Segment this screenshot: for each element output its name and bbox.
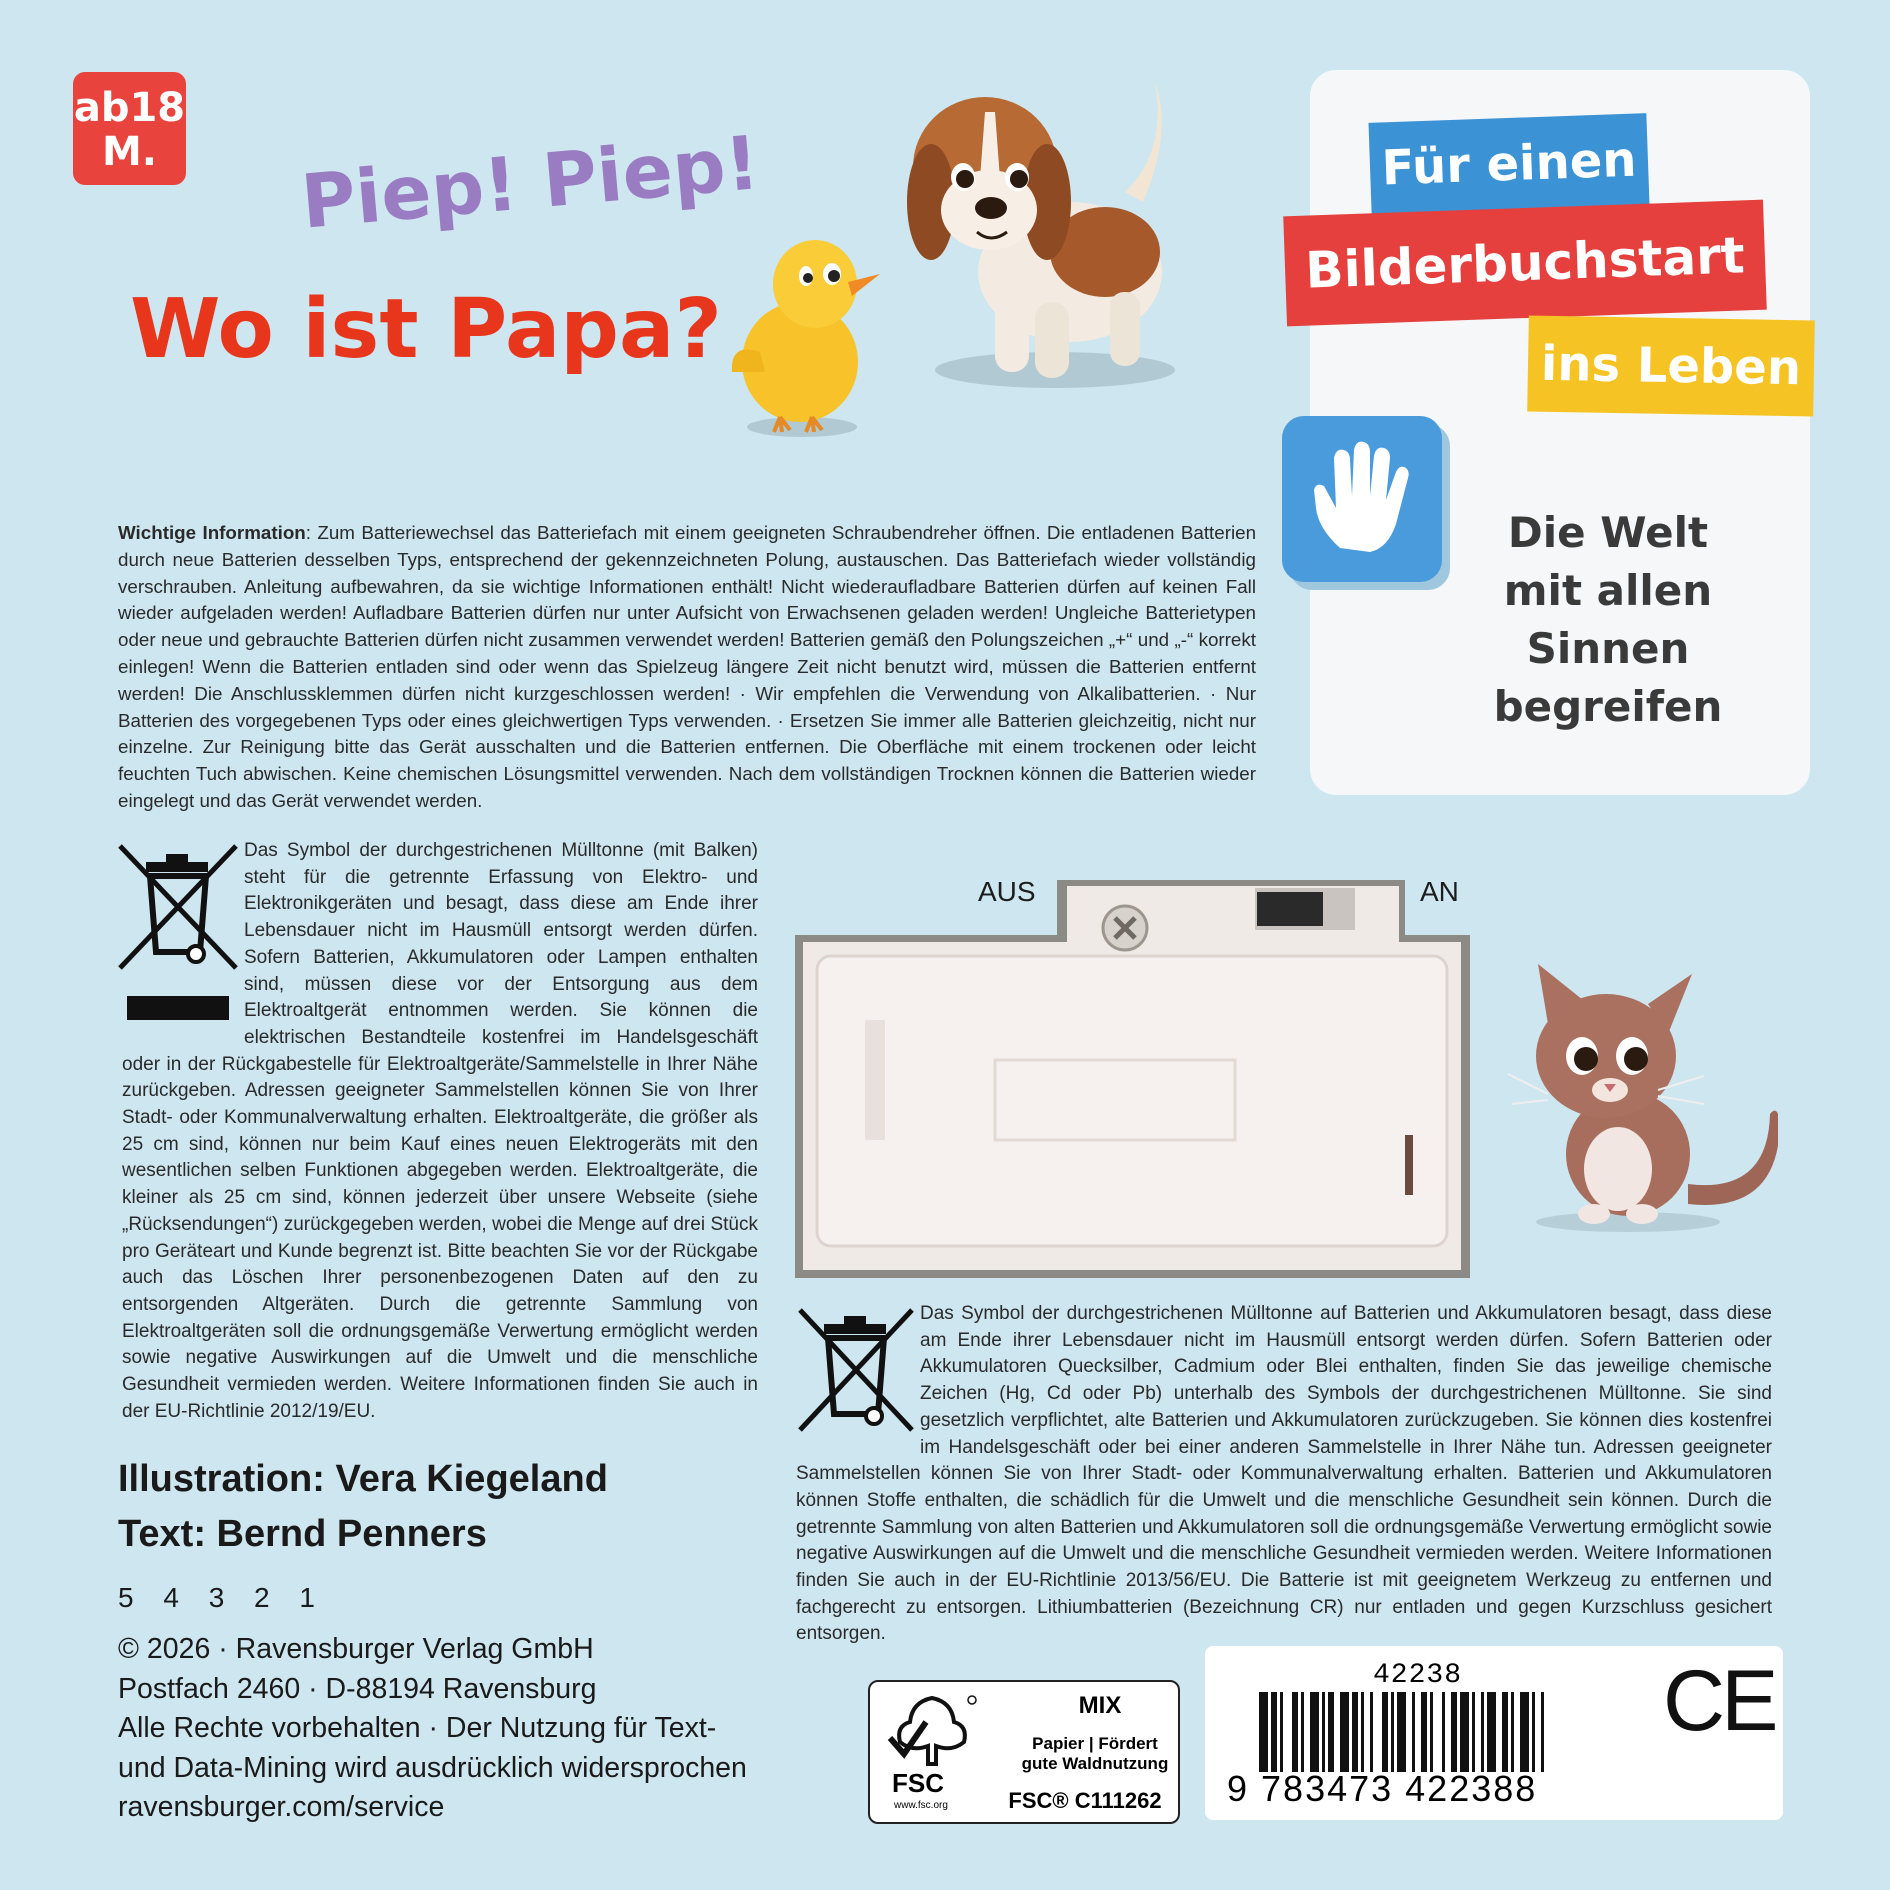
- barcode-bar: [1259, 1692, 1268, 1772]
- credit-text: Text: Bernd Penners: [118, 1513, 487, 1555]
- series-tag-1: Für einen: [1368, 113, 1649, 215]
- ce-mark: CE: [1663, 1653, 1775, 1749]
- fsc-code: FSC® C111262: [1008, 1788, 1162, 1813]
- credit-illustration: Illustration: Vera Kiegeland: [118, 1458, 608, 1500]
- barcode: [1259, 1692, 1619, 1772]
- copyright-line4: und Data-Mining wird ausdrücklich widersprochen: [118, 1751, 747, 1784]
- tagline-line3: Sinnen: [1526, 624, 1690, 673]
- weee-text-body: Das Symbol der durchgestrichenen Mülltonne (mit Balken) steht für die getrennte Erfassung von Elektro- und Elektronikgeräten und besagt, dass diese am Ende ihrer Lebensdauer nicht im Hausmüll entsorgt werden dürfen. Sofern Batterien, Akkumulatoren oder Lampen enthalten sind, müssen diese vor der Entsorgung aus dem Elektroaltgerät entnommen werden. Sie können die elektrischen Bestandteile kostenfrei im Handelsgeschäft oder in der Rückgabestelle für Elektroaltgeräte/Sammelstelle in Ihrer Nähe zurückgeben. Adressen geeigneter Sammelstellen können Sie von Ihrer Stadt- oder Kommunalverwaltung erhalten. Elektroaltgeräte, die größer als 25 cm sind, können nur beim Kauf eines neuen Elektrogeräts mit den wesentlichen selben Funktionen abgegeben werden. Elektroaltgeräte, die kleiner als 25 cm sind, können jederzeit über unsere Webseite (siehe „Rücksendungen“) zurückgegeben werden, wobei die Menge auf drei Stück pro Geräteart und Kunde begrenzt ist. Bitte beachten Sie vor der Rückgabe auch das Löschen Ihrer personenbezogenen Daten auf den zu entsorgenden Altgeräten. Durch die getrennte Sammlung von Elektroaltgeräten soll die ordnungsgemäße Verwertung ermöglicht werden sowie negative Auswirkungen auf die Umwelt und die menschliche Gesundheit vermieden werden. Weitere Informationen finden Sie auch in der EU-Richtlinie 2012/19/EU.: [122, 840, 758, 1422]
- copyright-block: [118, 1630, 747, 1828]
- title-line1: Piep! Piep!: [298, 120, 763, 246]
- weee-text: [122, 838, 758, 1425]
- ean-digits: 9 783473 422388: [1227, 1768, 1538, 1809]
- barcode-bar: [1520, 1692, 1529, 1772]
- barcode-bar: [1322, 1692, 1325, 1772]
- tagline-line1: Die Welt: [1507, 508, 1709, 557]
- barcode-bar: [1397, 1692, 1406, 1772]
- barcode-bar: [1451, 1692, 1457, 1772]
- info-lead: Wichtige Information: [118, 522, 306, 543]
- series-tag-2: Bilderbuchstart: [1283, 200, 1767, 327]
- barcode-bar: [1370, 1692, 1373, 1772]
- age-badge: [73, 72, 186, 185]
- barcode-bar: [1292, 1692, 1298, 1772]
- dog-illustration: [905, 72, 1185, 392]
- switch-on-label: AN: [1420, 876, 1459, 907]
- barcode-bar: [1382, 1692, 1388, 1772]
- barcode-bar: [1271, 1692, 1277, 1772]
- hand-icon: [1310, 438, 1414, 558]
- print-line: 5 4 3 2 1: [118, 1582, 317, 1613]
- battery-disposal-body: Das Symbol der durchgestrichenen Mülltonne auf Batterien und Akkumulatoren besagt, dass diese am Ende ihrer Lebensdauer nicht im Hausmüll entsorgt werden dürfen. Sofern Batterien oder Akkumulatoren Quecksilber, Cadmium oder Blei enthalten, finden Sie das jeweilige chemische Zeichen (Hg, Cd oder Pb) unterhalb des Symbols der durchgestrichenen Mülltonne. Sie sind gesetzlich verpflichtet, alte Batterien und Akkumulatoren zurückzugeben. Sie können dies kostenfrei im Handelsgeschäft oder bei einer anderen Sammelstelle in Ihrer Nähe tun. Adressen geeigneter Sammelstellen können Sie von Ihrer Stadt- oder Kommunalverwaltung erhalten. Batterien und Akkumulatoren können Stoffe enthalten, die schädlich für die Umwelt und die menschliche Gesundheit sein können. Durch die getrennte Sammlung von alten Batterien und Akkumulatoren soll die ordnungsgemäße Verwertung ermöglicht sowie negative Auswirkungen auf die Umwelt und die menschliche Gesundheit vermieden werden. Weitere Informationen finden Sie auch in der EU-Richtlinie 2013/56/EU. Die Batterie ist mit geeignetem Werkzeug zu entfernen und fachgerecht zu entsorgen. Lithiumbatterien (Bezeichnung CR) nur entladen und gegen Kurzschluss gesichert entsorgen.: [796, 1303, 1772, 1645]
- chick-illustration: [720, 222, 890, 442]
- age-badge-line2: M.: [102, 129, 157, 175]
- barcode-bar: [1361, 1692, 1364, 1772]
- copyright-line3: Alle Rechte vorbehalten · Der Nutzung für Text-: [118, 1712, 717, 1745]
- tagline-line2: mit allen: [1503, 566, 1713, 615]
- fsc-label: [868, 1680, 1180, 1824]
- barcode-bar: [1430, 1692, 1433, 1772]
- barcode-bar: [1487, 1692, 1496, 1772]
- barcode-bar: [1481, 1692, 1484, 1772]
- barcode-bar: [1472, 1692, 1475, 1772]
- fsc-mix: MIX: [1078, 1692, 1122, 1719]
- article-number: 42238: [1373, 1660, 1463, 1691]
- fsc-brand: FSC: [892, 1768, 944, 1798]
- barcode-bar: [1310, 1692, 1319, 1772]
- barcode-bar: [1421, 1692, 1427, 1772]
- barcode-bar: [1301, 1692, 1304, 1772]
- cat-illustration: [1508, 964, 1778, 1234]
- title-line2: Wo ist Papa?: [130, 282, 722, 377]
- battery-disposal-text: [796, 1301, 1772, 1648]
- fsc-tree-logo: [882, 1692, 982, 1772]
- barcode-bar: [1511, 1692, 1514, 1772]
- info-body: : Zum Batteriewechsel das Batteriefach mit einem geeigneten Schraubendreher öffnen. Die entladenen Batterien durch neue Batterien desselben Typs, entsprechend der gekennzeichneten Polung, austauschen. Das Batteriefach wieder vollständig verschrauben. Anleitung aufbewahren, da sie wichtige Informationen enthält! Nicht wiederaufladbare Batterien dürfen auf keinen Fall wieder aufgeladen werden! Aufladbare Batterien dürfen nur unter Aufsicht von Erwachsenen geladen werden! Ungleiche Batterietypen oder neue und gebrauchte Batterien dürfen nicht zusammen verwendet werden! Batterien gemäß den Polungszeichen „+“ und „-“ korrekt einlegen! Wenn die Batterien entladen sind oder wenn das Spielzeug längere Zeit nicht benutzt wird, müssen die Batterien entfernt werden! Die Anschlussklemmen dürfen nicht kurzgeschlossen werden! · Wir empfehlen die Verwendung von Alkalibatterien. · Nur Batterien des vorgegebenen Typs oder eines gleichwertigen Typs verwenden. · Ersetzen Sie immer alle Batterien gleichzeitig, nicht nur einzelne. Zur Reinigung bitte das Gerät ausschalten und die Batterien entfernen. Die Oberfläche mit einem trockenen oder leicht feuchten Tuch abwischen. Keine chemischen Lösungsmittel verwenden. Nach dem vollständigen Trocknen können die Batterien wieder eingelegt und das Gerät verwendet werden.: [118, 522, 1257, 811]
- hand-icon-box: [1282, 416, 1442, 582]
- barcode-bar: [1328, 1692, 1334, 1772]
- tagline-line4: begreifen: [1493, 682, 1723, 731]
- barcode-bar: [1442, 1692, 1445, 1772]
- fsc-paper-line1: Papier | Fördert: [1032, 1734, 1158, 1753]
- fsc-url: www.fsc.org: [894, 1800, 948, 1811]
- copyright-line2: Postfach 2460 · D-88194 Ravensburg: [118, 1672, 597, 1705]
- battery-info-text: [118, 520, 1256, 815]
- barcode-bar: [1280, 1692, 1283, 1772]
- barcode-bar: [1460, 1692, 1469, 1772]
- barcode-bar: [1541, 1692, 1544, 1772]
- fsc-paper-line2: gute Waldnutzung: [1021, 1754, 1169, 1773]
- barcode-bar: [1502, 1692, 1508, 1772]
- barcode-bar: [1532, 1692, 1535, 1772]
- barcode-bar: [1412, 1692, 1415, 1772]
- fsc-paper: [1010, 1734, 1180, 1774]
- switch-off-label: AUS: [978, 876, 1036, 907]
- age-badge-line1: ab18: [73, 85, 186, 131]
- copyright-line1: © 2026 · Ravensburger Verlag GmbH: [118, 1633, 594, 1665]
- barcode-bar: [1340, 1692, 1349, 1772]
- barcode-bar: [1352, 1692, 1358, 1772]
- barcode-bar: [1391, 1692, 1394, 1772]
- service-url: ravensburger.com/service: [118, 1791, 445, 1824]
- credits: [118, 1452, 608, 1562]
- battery-compartment: [795, 880, 1470, 1278]
- series-tag-3: ins Leben: [1527, 316, 1815, 417]
- tagline: [1488, 504, 1728, 736]
